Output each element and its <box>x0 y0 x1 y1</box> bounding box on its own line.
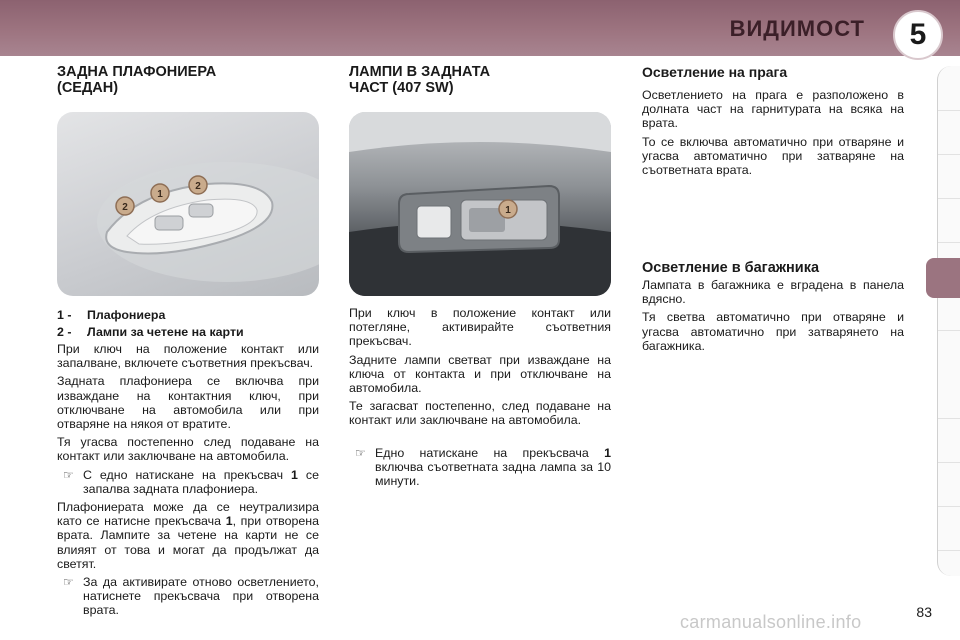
note-text-part: С едно натискане на прекъсвач <box>83 467 292 482</box>
page-number: 83 <box>916 604 932 620</box>
side-tab <box>938 374 960 419</box>
photo-legend <box>57 307 319 341</box>
rear-lamp-photo <box>349 112 611 296</box>
callout-label: 2 <box>122 202 128 213</box>
paragraph: Осветлението на прага е разположено в долната част на гарнитурата на всяка на врата. <box>642 88 904 131</box>
watermark: carmanualsonline.info <box>680 612 862 632</box>
legend-label: Плафониера <box>87 308 166 322</box>
side-tab <box>938 506 960 551</box>
note-text-part: се запалва задната плафониера. <box>83 467 320 496</box>
legend-label: Лампи за четене на карти <box>87 325 244 339</box>
instruction-note <box>349 446 611 489</box>
callout-2-right <box>189 176 207 194</box>
rear-lamp-illustration <box>349 112 611 296</box>
section-heading: ЛАМПИ В ЗАДНАТА ЧАСТ (407 SW) <box>349 64 491 96</box>
callout-label: 1 <box>505 205 511 216</box>
paragraph: Задната плафониера се включва при изваждане на контактния ключ, при отключване на автомобила или при отваряне на някоя от вратите. <box>57 374 319 432</box>
note-text-part: Едно натискане на прекъсвача <box>375 445 605 460</box>
pointing-hand-icon: ☞ <box>355 445 366 460</box>
side-tab <box>938 66 960 111</box>
paragraph: То се включва автоматично при отваряне и угасва автоматично при затваряне на съответната врата. <box>642 134 904 178</box>
legend-number: 2 - <box>57 325 72 339</box>
section-body <box>642 278 904 357</box>
switch-number: 1 <box>604 445 611 460</box>
callout-2-left <box>116 197 134 215</box>
chapter-header <box>0 0 960 56</box>
note-text <box>375 446 611 489</box>
pointing-hand-icon: ☞ <box>63 467 74 482</box>
side-tab <box>938 154 960 199</box>
side-tab <box>938 110 960 155</box>
side-tab <box>938 418 960 463</box>
section-sill-lighting <box>642 64 904 80</box>
paragraph <box>57 500 319 571</box>
section-body <box>57 342 319 622</box>
paragraph-part: , при отворена врата. Лампите за четене на карти не се влияят от това и могат да продължат да светят. <box>57 514 320 571</box>
section-rear-lamps <box>349 64 611 96</box>
section-heading: Осветление в багажника <box>642 260 820 276</box>
side-tab <box>938 462 960 507</box>
pointing-hand-icon: ☞ <box>63 575 74 590</box>
section-body <box>642 88 904 181</box>
section-heading: Осветление на прага <box>642 64 788 80</box>
chapter-side-tabs <box>937 66 960 576</box>
instruction-note <box>57 468 319 496</box>
switch-number: 1 <box>291 467 298 482</box>
paragraph: Тя светва автоматично при отваряне и угасва автоматично при затварянето на багажника. <box>642 310 904 353</box>
callout-1 <box>499 200 517 218</box>
paragraph: Те загасват постепенно, след подаване на контакт или заключване на автомобила. <box>349 399 611 428</box>
switch-number: 1 <box>225 514 233 529</box>
legend-item <box>57 324 319 341</box>
ceiling-lamp-photo <box>57 112 319 296</box>
legend-number: 1 - <box>57 308 72 322</box>
section-boot-lighting <box>642 260 819 276</box>
callout-label: 1 <box>157 189 163 200</box>
paragraph: При ключ на положение контакт или запалване, включете съответния прекъсвач. <box>57 342 319 371</box>
chapter-title: ВИДИМОСТ <box>729 16 865 41</box>
section-body <box>349 306 611 492</box>
legend-item <box>57 307 319 324</box>
side-tab <box>938 198 960 243</box>
section-rear-ceiling-lamp <box>57 64 319 96</box>
instruction-note <box>57 575 319 618</box>
section-heading: ЗАДНА ПЛАФОНИЕРА (СЕДАН) <box>57 64 217 96</box>
note-text <box>83 468 319 496</box>
note-text-part: включва съответната задна лампа за 10 минути. <box>375 459 611 489</box>
note-text: За да активирате отново осветлението, натиснете прекъсвача при отворена врата. <box>83 575 319 618</box>
ceiling-lamp-illustration <box>57 112 319 296</box>
paragraph: При ключ в положение контакт или потегляне, активирайте съответния прекъсвач. <box>349 306 611 349</box>
active-chapter-tab <box>926 258 960 298</box>
paragraph: Тя угасва постепенно след подаване на контакт или заключване на автомобила. <box>57 435 319 464</box>
paragraph-part: Плафониерата може да се неутрализира като се натисне прекъсвача <box>57 500 319 529</box>
paragraph: Лампата в багажника е вградена в панела вдясно. <box>642 278 904 307</box>
chapter-number-badge: 5 <box>893 10 943 60</box>
paragraph: Задните лампи светват при изваждане на ключа от контакта и при отключване на автомобила. <box>349 352 611 396</box>
callout-label: 2 <box>195 181 201 192</box>
callout-1 <box>151 184 169 202</box>
